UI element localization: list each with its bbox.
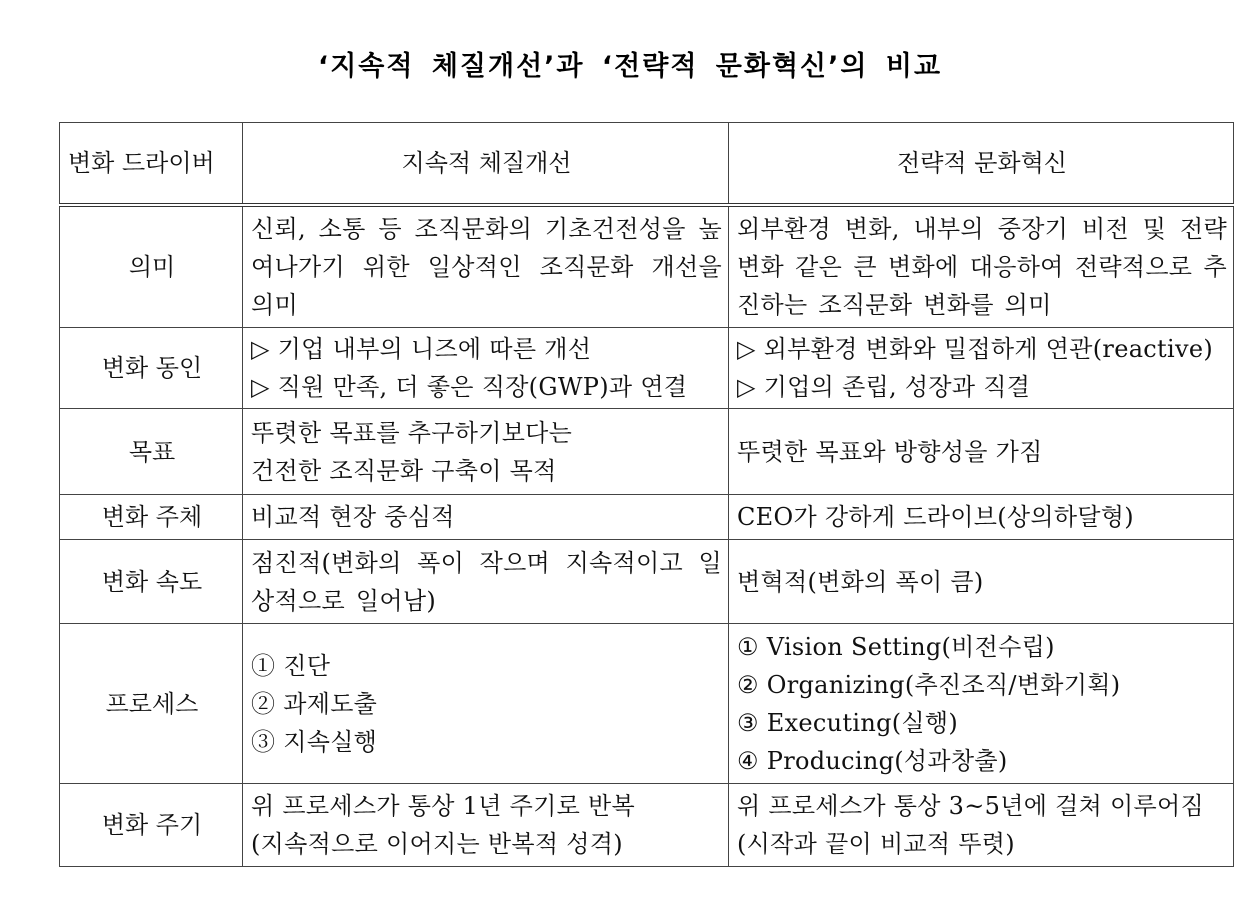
continuous-cell (243, 409, 729, 495)
table-row-process (60, 624, 1234, 784)
text-line: 건전한 조직문화 구축이 목적 (251, 456, 557, 485)
header-change-driver: 변화 드라이버 (60, 123, 243, 206)
comparison-table (59, 122, 1234, 867)
row-label: 프로세스 (60, 624, 243, 784)
bullet-line: ▷ 기업의 존립, 성장과 직결 (737, 373, 1031, 401)
table-header-row (60, 123, 1234, 206)
row-label: 변화 주기 (60, 784, 243, 867)
strategic-cell: 변혁적(변화의 폭이 큼) (729, 540, 1234, 624)
strategic-cell (729, 328, 1234, 409)
text-line: (시작과 끝이 비교적 뚜렷) (737, 830, 1015, 858)
bullet-line: ▷ 외부환경 변화와 밀접하게 연관(reactive) (737, 335, 1213, 363)
table-row-meaning (60, 205, 1234, 328)
bullet-line: ▷ 기업 내부의 니즈에 따른 개선 (251, 335, 592, 363)
process-step: ① 진단 (251, 651, 331, 680)
text-line: 위 프로세스가 통상 1년 주기로 반복 (251, 792, 635, 820)
header-continuous-improvement: 지속적 체질개선 (243, 123, 729, 206)
row-label: 변화 속도 (60, 540, 243, 624)
text-line: (지속적으로 이어지는 반복적 성격) (251, 830, 623, 858)
table-row-change-cycle (60, 784, 1234, 867)
process-step: ② 과제도출 (251, 689, 378, 718)
table-row-change-motive (60, 328, 1234, 409)
process-step: ④ Producing(성과창출) (737, 746, 1008, 775)
row-label: 의미 (60, 205, 243, 328)
strategic-cell: 뚜렷한 목표와 방향성을 가짐 (729, 409, 1234, 495)
process-step: ① Vision Setting(비전수립) (737, 632, 1055, 661)
strategic-cell: CEO가 강하게 드라이브(상의하달형) (729, 495, 1234, 540)
continuous-cell: 신뢰, 소통 등 조직문화의 기초건전성을 높여나가기 위한 일상적인 조직문화 개선을 의미 (243, 205, 729, 328)
process-step: ② Organizing(추진조직/변화기획) (737, 670, 1121, 699)
strategic-cell (729, 784, 1234, 867)
continuous-cell (243, 624, 729, 784)
table-row-change-subject (60, 495, 1234, 540)
row-label: 변화 동인 (60, 328, 243, 409)
text-line: 뚜렷한 목표를 추구하기보다는 (251, 418, 573, 447)
table-row-goal (60, 409, 1234, 495)
strategic-cell: 외부환경 변화, 내부의 중장기 비전 및 전략 변화 같은 큰 변화에 대응하여 전략적으로 추진하는 조직문화 변화를 의미 (729, 205, 1234, 328)
continuous-cell: 점진적(변화의 폭이 작으며 지속적이고 일상적으로 일어남) (243, 540, 729, 624)
strategic-cell (729, 624, 1234, 784)
process-step: ③ 지속실행 (251, 727, 378, 756)
table-row-change-speed (60, 540, 1234, 624)
row-label: 목표 (60, 409, 243, 495)
row-label: 변화 주체 (60, 495, 243, 540)
process-step: ③ Executing(실행) (737, 708, 959, 737)
bullet-line: ▷ 직원 만족, 더 좋은 직장(GWP)과 연결 (251, 373, 688, 401)
header-strategic-innovation: 전략적 문화혁신 (729, 123, 1234, 206)
continuous-cell (243, 784, 729, 867)
document-title: ‘지속적 체질개선’과 ‘전략적 문화혁신’의 비교 (317, 51, 943, 82)
continuous-cell: 비교적 현장 중심적 (243, 495, 729, 540)
continuous-cell (243, 328, 729, 409)
text-line: 위 프로세스가 통상 3~5년에 걸쳐 이루어짐 (737, 792, 1204, 820)
